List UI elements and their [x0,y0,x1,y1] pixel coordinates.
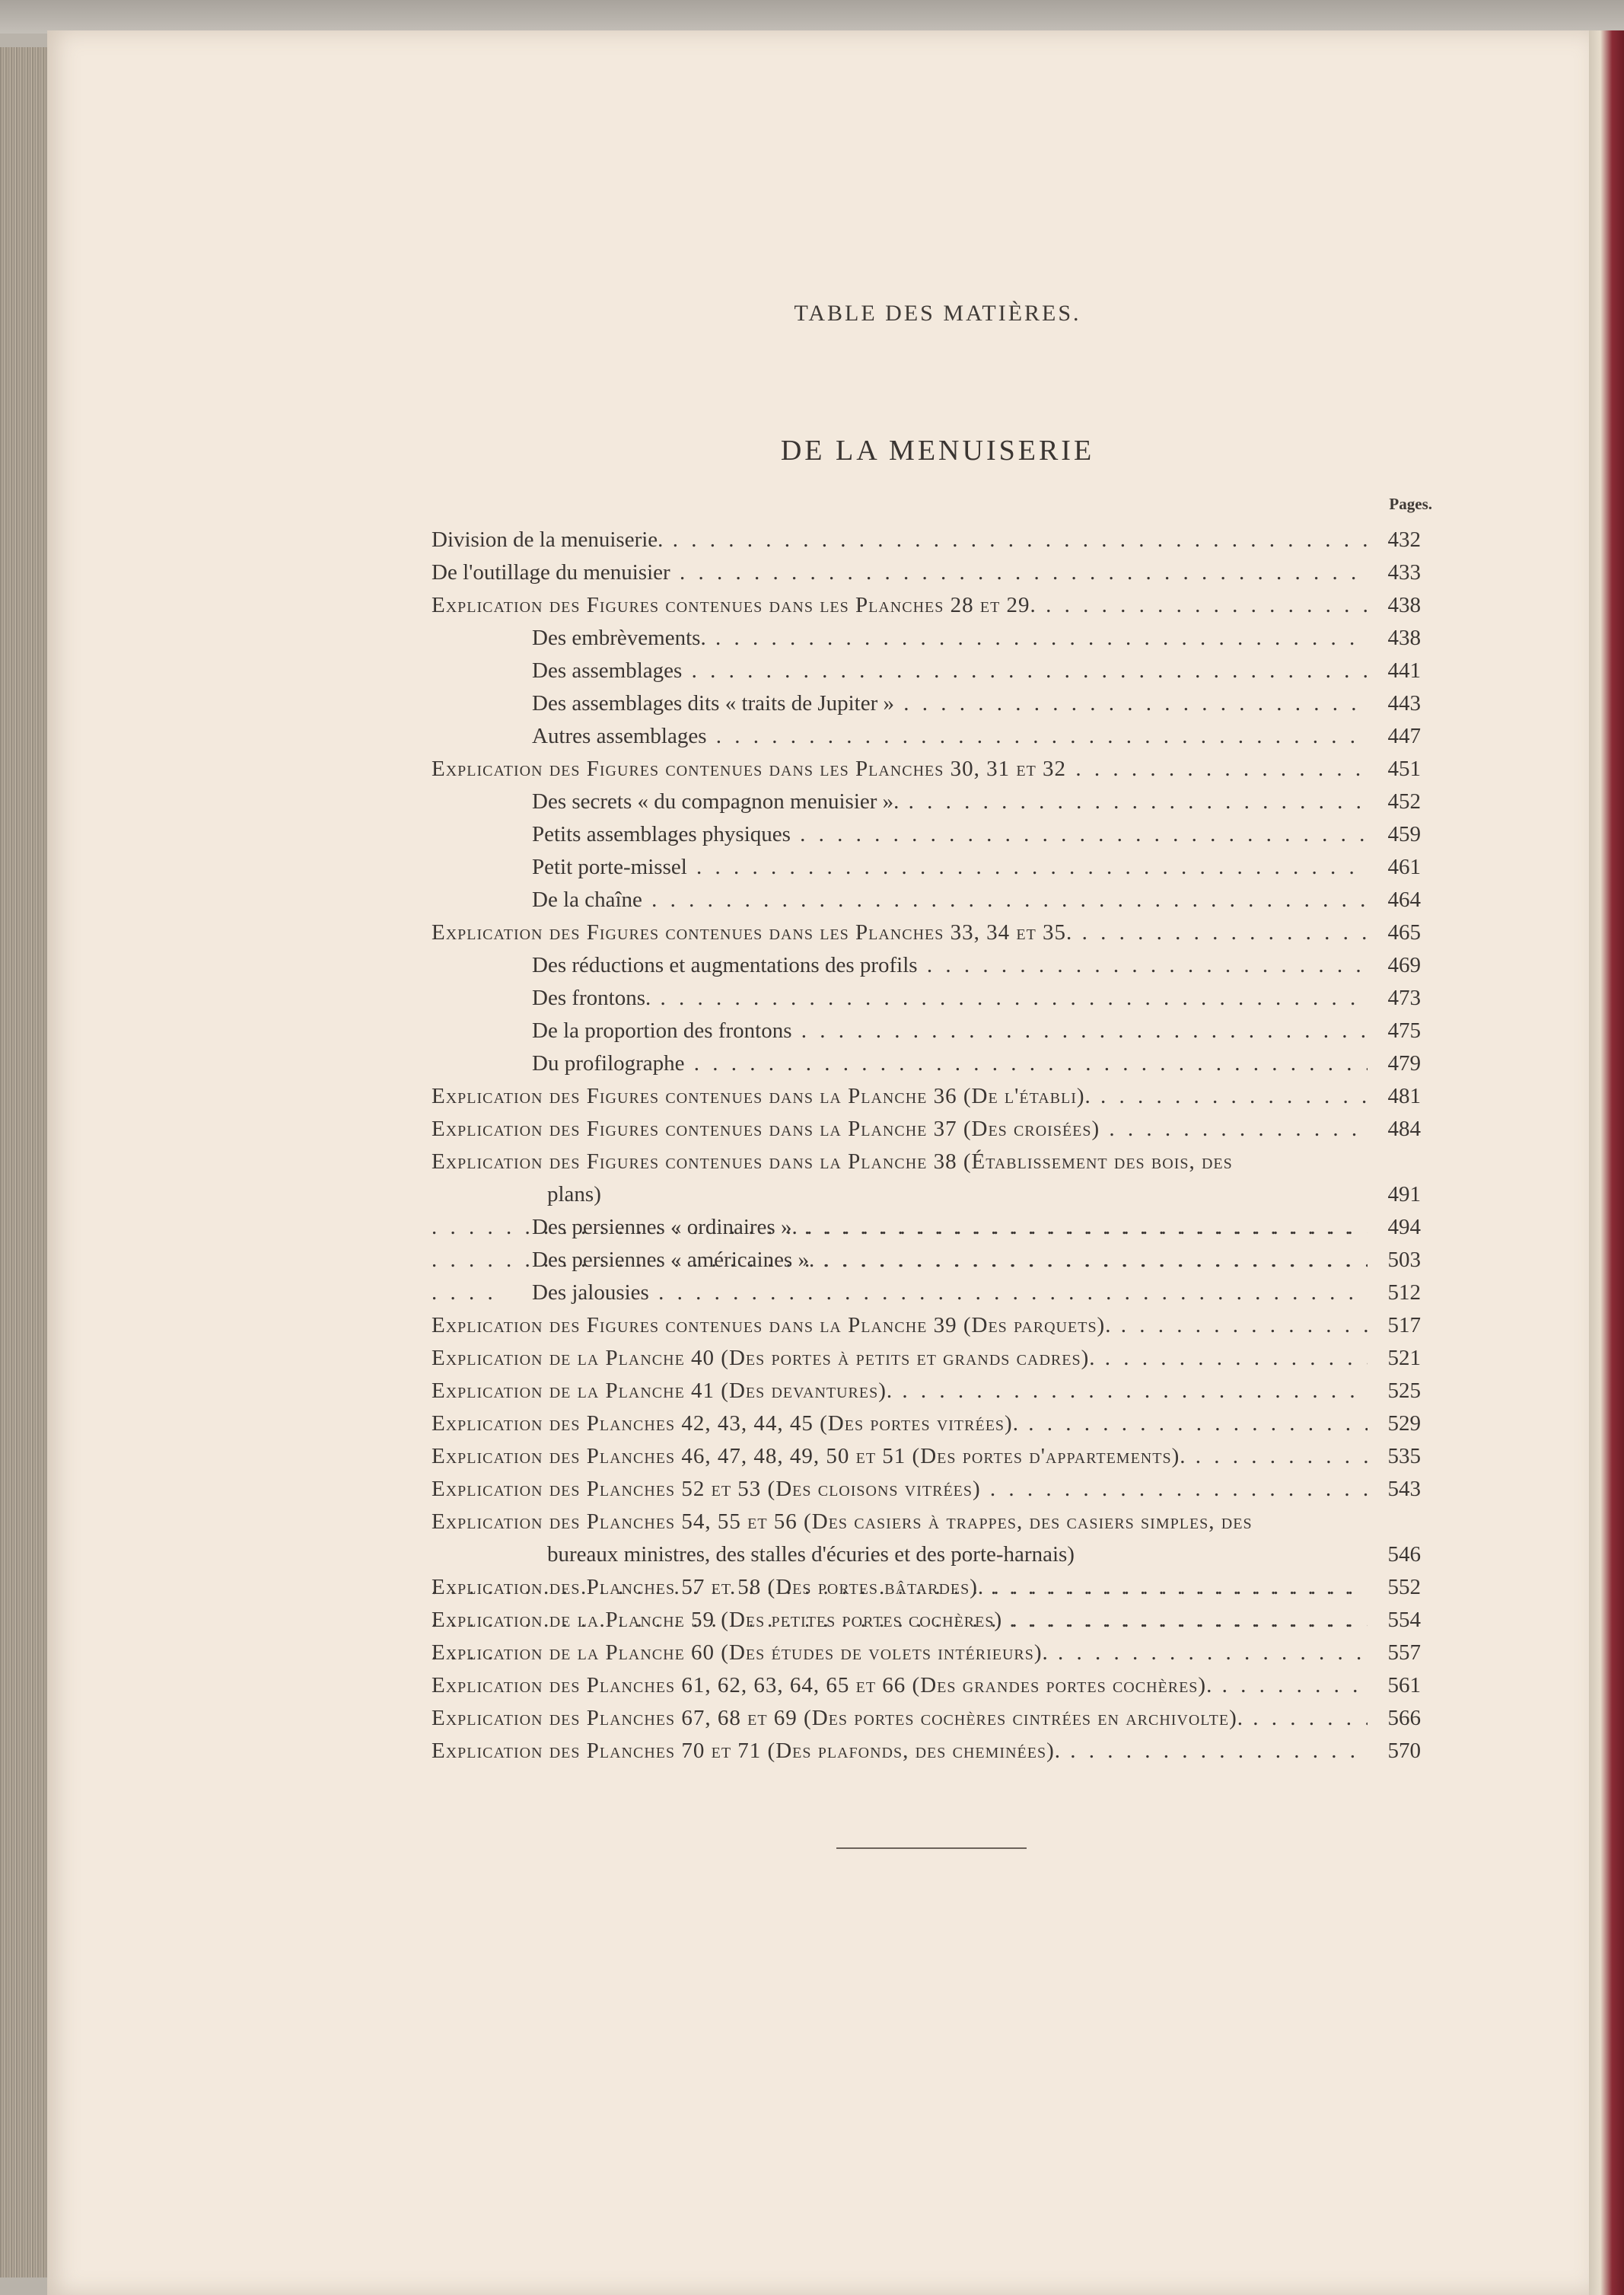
toc-page-number: 438 [1368,589,1421,622]
toc-entry [431,1080,1421,1113]
toc-entry [431,1342,1421,1375]
toc-page-number: 552 [1368,1571,1421,1604]
toc-page-number: 543 [1368,1473,1421,1506]
toc-page-number: 525 [1368,1375,1421,1407]
toc-entry [431,1015,1421,1047]
toc-entry [431,851,1421,884]
toc-entry-label: Explication de la Planche 40 (Des portes à petits et grands cadres). [431,1346,1096,1370]
toc-entry-label: Explication de la Planche 41 (Des devantures). [431,1379,893,1403]
toc-entry-label: Des persiennes « américaines ». [532,1248,815,1272]
toc-page-number: 494 [1368,1211,1421,1244]
toc-entry [431,720,1421,753]
toc-entry-title [532,982,1368,1015]
table-of-contents [431,524,1421,1767]
toc-entry-label: De l'outillage du menuisier [431,560,670,585]
toc-entry-title [431,1375,1368,1407]
toc-entry [431,1047,1421,1080]
toc-entry [431,916,1421,949]
toc-entry-title [431,1604,1368,1637]
toc-page-number: 561 [1368,1669,1421,1702]
toc-entry-label: Explication des Figures contenues dans la Planche 36 (De l'établi). [431,1084,1091,1108]
toc-entry-label: Explication des Planches 52 et 53 (Des cloisons vitrées) [431,1477,981,1501]
toc-entry [431,884,1421,916]
toc-entry-label: Des jalousies [532,1280,649,1305]
toc-entry [431,949,1421,982]
toc-entry-label: Explication des Planches 70 et 71 (Des plafonds, des cheminées). [431,1739,1061,1763]
toc-entry-label: Des frontons. [532,986,651,1010]
book-page-edges [0,47,49,2277]
toc-entry-label: De la proportion des frontons [532,1018,792,1043]
toc-page-number: 503 [1368,1244,1421,1277]
toc-page-number: 546 [1368,1538,1421,1571]
toc-entry-label: De la chaîne [532,888,642,912]
toc-page-number: 438 [1368,622,1421,655]
toc-page-number: 452 [1368,786,1421,818]
toc-entry-label: Explication des Figures contenues dans les Planches 28 et 29. [431,593,1036,617]
toc-entry [431,1735,1421,1767]
toc-entry [431,687,1421,720]
toc-page-number: 481 [1368,1080,1421,1113]
toc-entry-title [431,916,1368,949]
toc-entry-title [532,1244,1368,1277]
running-head: TABLE DES MATIÈRES. [794,301,1081,326]
toc-page-number: 475 [1368,1015,1421,1047]
toc-entry-label: Explication des Figures contenues dans les Planches 30, 31 et 32 [431,757,1067,781]
toc-entry-title [431,1113,1368,1146]
toc-entry [431,1113,1421,1146]
toc-page-number: 484 [1368,1113,1421,1146]
book-cover-edge [1584,30,1624,2295]
toc-page-number: 451 [1368,753,1421,786]
toc-entry [431,786,1421,818]
toc-page-number: 521 [1368,1342,1421,1375]
pages-column-label: Pages. [1389,495,1432,513]
toc-page-number: 529 [1368,1407,1421,1440]
toc-entry-label: Explication des Figures contenues dans les Planches 33, 34 et 35. [431,920,1073,945]
toc-entry-title [431,1342,1368,1375]
toc-entry [431,1637,1421,1669]
toc-entry-label: Division de la menuiserie. [431,528,664,552]
toc-page-number: 461 [1368,851,1421,884]
toc-entry [431,1702,1421,1735]
toc-entry-label: Explication des Planches 57 et 58 (Des portes bâtardes). [431,1575,985,1599]
toc-page-number: 441 [1368,655,1421,687]
toc-entry-title [431,524,1368,556]
toc-page-number: 517 [1368,1309,1421,1342]
toc-entry-label: Explication des Planches 42, 43, 44, 45 (Des portes vitrées). [431,1411,1019,1436]
toc-entry-label: Explication des Figures contenues dans la Planche 39 (Des parquets). [431,1313,1112,1337]
toc-entry [431,1375,1421,1407]
toc-entry [431,1277,1421,1309]
toc-entry-title [431,1702,1368,1735]
toc-entry [431,753,1421,786]
toc-entry-label: Autres assemblages [532,724,707,748]
toc-entry [431,589,1421,622]
toc-page-number: 469 [1368,949,1421,982]
toc-page-number: 566 [1368,1702,1421,1735]
toc-entry-label: Des réductions et augmentations des profils [532,953,918,977]
toc-page-number: 491 [1368,1178,1421,1211]
toc-page-number: 447 [1368,720,1421,753]
toc-entry-label: Explication des Planches 67, 68 et 69 (Des portes cochères cintrées en archivolte). [431,1706,1244,1730]
toc-entry-title [532,720,1368,753]
toc-page-number: 570 [1368,1735,1421,1767]
toc-entry-title [532,851,1368,884]
toc-entry-title [532,1015,1368,1047]
toc-entry-title [431,753,1368,786]
toc-entry-title [532,1047,1368,1080]
toc-entry-title [532,687,1368,720]
section-title: DE LA MENUISERIE [780,435,1095,467]
toc-entry [431,1407,1421,1440]
toc-page-number: 465 [1368,916,1421,949]
toc-entry-title [532,655,1368,687]
toc-entry-title [532,622,1368,655]
toc-page-number: 459 [1368,818,1421,851]
toc-entry-label: Petit porte-missel [532,855,687,879]
toc-entry [431,1146,1421,1211]
toc-entry-title [431,1080,1368,1113]
toc-entry-title [532,818,1368,851]
toc-entry [431,1669,1421,1702]
toc-page-number: 479 [1368,1047,1421,1080]
toc-entry [431,556,1421,589]
toc-entry-label: Explication des Planches 61, 62, 63, 64, 65 et 66 (Des grandes portes cochères). [431,1673,1213,1697]
closing-rule [836,1847,1027,1849]
toc-entry-label: Des persiennes « ordinaires ». [532,1215,798,1239]
toc-page-number: 473 [1368,982,1421,1015]
toc-entry [431,524,1421,556]
toc-entry-label: Petits assemblages physiques [532,822,791,846]
toc-entry-label: Des embrèvements. [532,626,706,650]
toc-entry-title [532,786,1368,818]
toc-entry-title [431,1735,1368,1767]
toc-entry [431,1211,1421,1244]
toc-entry [431,1604,1421,1637]
toc-page-number: 554 [1368,1604,1421,1637]
toc-entry [431,1244,1421,1277]
toc-page-number: 512 [1368,1277,1421,1309]
toc-entry [431,1309,1421,1342]
scan-background [0,0,1624,33]
toc-page-number: 535 [1368,1440,1421,1473]
toc-entry-title [431,589,1368,622]
toc-page-number: 464 [1368,884,1421,916]
book-page [47,30,1589,2295]
toc-page-number: 557 [1368,1637,1421,1669]
toc-page-number: 432 [1368,524,1421,556]
toc-entry-label: Explication des Figures contenues dans la Planche 38 (Établissement des bois, des [431,1149,1233,1174]
toc-entry-title [431,1637,1368,1669]
toc-entry-label: Explication de la Planche 59 (Des petites portes cochères) [431,1608,1003,1632]
toc-entry-title [431,1309,1368,1342]
toc-entry-label: Explication des Planches 46, 47, 48, 49, 50 et 51 (Des portes d'appartements). [431,1444,1186,1468]
toc-entry-title [532,884,1368,916]
toc-entry [431,1506,1421,1571]
toc-entry-title [532,949,1368,982]
toc-entry-title [431,1440,1368,1473]
toc-entry-label: Des assemblages [532,658,683,683]
toc-entry-title [532,1211,1368,1244]
toc-entry-label: Explication de la Planche 60 (Des études de volets intérieurs). [431,1640,1049,1665]
toc-entry-label: Du profilographe [532,1051,685,1076]
toc-entry-title [532,1277,1368,1309]
toc-entry [431,1571,1421,1604]
toc-entry-title [431,1571,1368,1604]
toc-entry-title [431,1669,1368,1702]
toc-entry [431,982,1421,1015]
toc-entry [431,1440,1421,1473]
toc-entry-label: Des assemblages dits « traits de Jupiter » [532,691,894,716]
toc-entry-title [431,1407,1368,1440]
toc-entry-continuation: bureaux ministres, des stalles d'écuries et des porte-harnais) [547,1542,1075,1567]
toc-entry-title [431,556,1368,589]
toc-page-number: 433 [1368,556,1421,589]
toc-entry-label: Explication des Figures contenues dans la Planche 37 (Des croisées) [431,1117,1100,1141]
toc-entry [431,655,1421,687]
toc-page-number: 443 [1368,687,1421,720]
toc-entry-continuation: plans) [547,1182,601,1206]
toc-entry-title [431,1473,1368,1506]
toc-entry [431,622,1421,655]
toc-entry-label: Explication des Planches 54, 55 et 56 (Des casiers à trappes, des casiers simples, des [431,1509,1253,1534]
toc-entry [431,1473,1421,1506]
toc-entry [431,818,1421,851]
toc-entry-label: Des secrets « du compagnon menuisier ». [532,789,900,814]
